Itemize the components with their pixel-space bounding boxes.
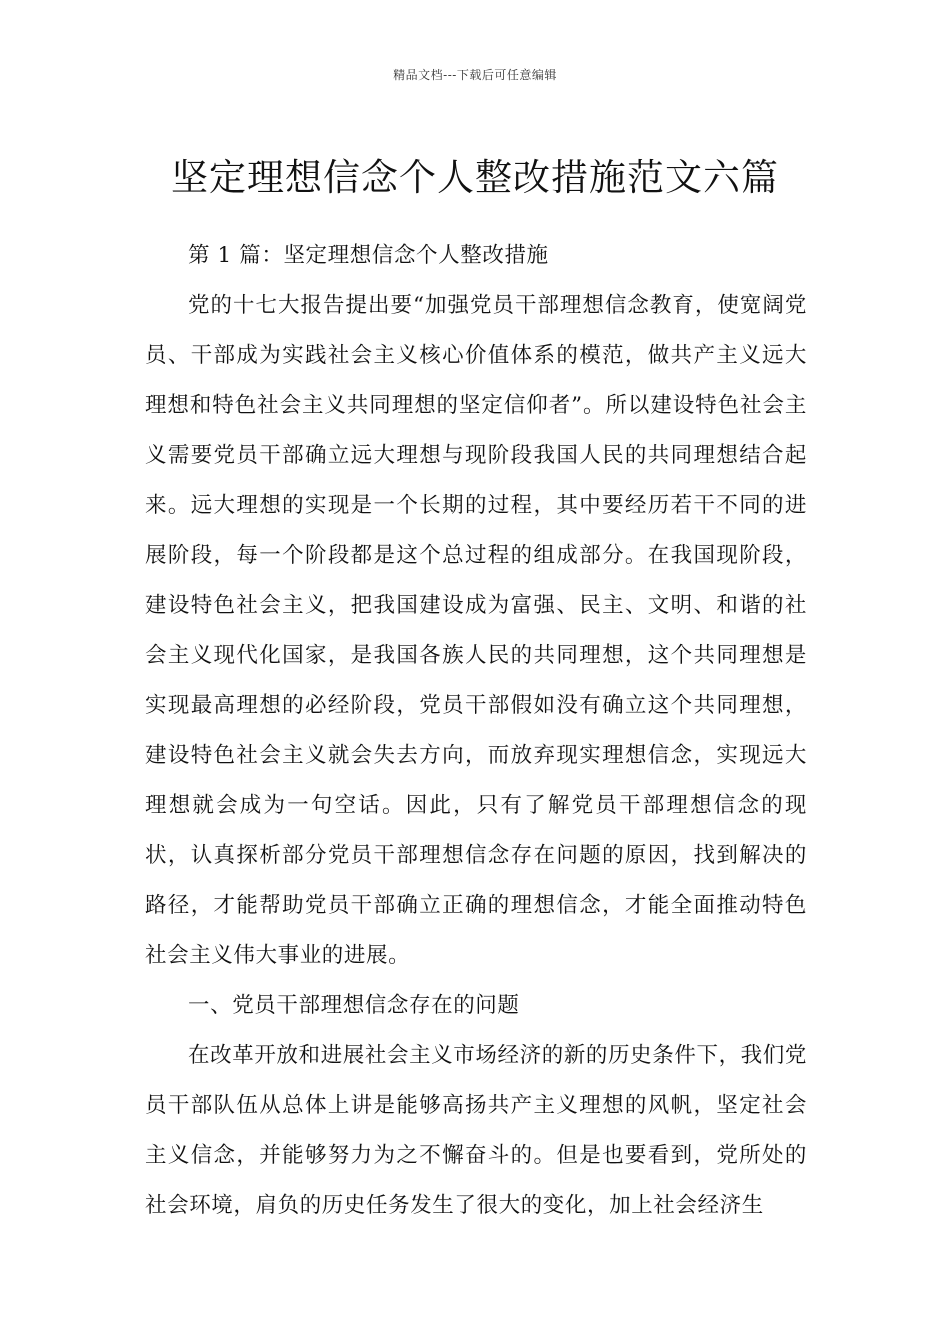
paragraph: 党的十七大报告提出要“加强党员干部理想信念教育，使宽阔党员、干部成为实践社会主义核心价值体系的模范，做共产主义远大理想和特色社会主义共同理想的坚定信仰者”。所以建设特色社会主义需要党员干部确立远大理想与现阶段我国人民的共同理想结合起来。远大理想的实现是一个长期的过程，其中要经历若干不同的进展阶段，每一个阶段都是这个总过程的组成部分。在我国现阶段，建设特色社会主义，把我国建设成为富强、民主、文明、和谐的社会主义现代化国家，是我国各族人民的共同理想，这个共同理想是实现最高理想的必经阶段，党员干部假如没有确立这个共同理想，建设特色社会主义就会失去方向，而放弃现实理想信念，实现远大理想就会成为一句空话。因此，只有了解党员干部理想信念的现状，认真探析部分党员干部理想信念存在问题的原因，找到解决的路径，才能帮助党员干部确立正确的理想信念，才能全面推动特色社会主义伟大事业的进展。 <box>145 293 807 968</box>
paragraph: 在改革开放和进展社会主义市场经济的新的历史条件下，我们党员干部队伍从总体上讲是能够高扬共产主义理想的风帆，坚定社会主义信念，并能够努力为之不懈奋斗的。但是也要看到，党所处的社会环境，肩负的历史任务发生了很大的变化，加上社会经济生 <box>145 1043 807 1218</box>
header-note: 精品文档---下载后可任意编辑 <box>393 68 557 82</box>
subheading: 一、党员干部理想信念存在的问题 <box>188 993 520 1018</box>
document-title: 坚定理想信念个人整改措施范文六篇 <box>171 155 779 199</box>
section-heading: 第 1 篇：坚定理想信念个人整改措施 <box>188 243 549 268</box>
document-body <box>145 231 807 1231</box>
